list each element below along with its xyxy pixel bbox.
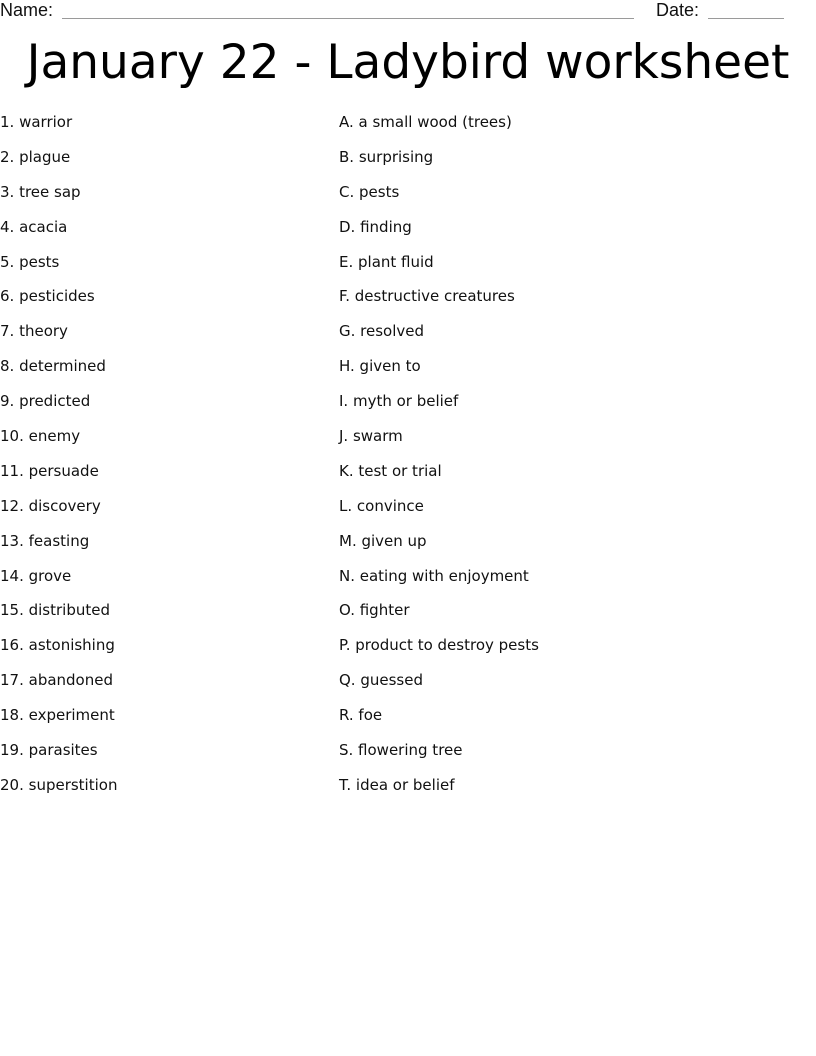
word-item: 6. pesticides <box>0 287 95 306</box>
definition-item: B. surprising <box>339 147 434 166</box>
definition-item: N. eating with enjoyment <box>339 566 529 585</box>
word-item: 13. feasting <box>0 531 90 550</box>
definition-item: C. pests <box>339 182 400 201</box>
word-item: 11. persuade <box>0 461 99 480</box>
date-label: Date: <box>656 0 700 20</box>
definition-item: Q. guessed <box>339 671 423 690</box>
word-item: 2. plague <box>0 147 71 166</box>
definition-item: S. flowering tree <box>339 741 463 760</box>
word-item: 7. theory <box>0 322 68 341</box>
definition-item: E. plant fluid <box>339 252 434 271</box>
header <box>0 0 816 22</box>
definition-list <box>339 111 799 809</box>
date-blank-line <box>708 18 784 19</box>
definition-item: F. destructive creatures <box>339 287 515 306</box>
word-item: 3. tree sap <box>0 182 81 201</box>
word-item: 19. parasites <box>0 741 98 760</box>
name-label: Name: <box>0 0 54 20</box>
definition-item: H. given to <box>339 357 421 376</box>
definition-item: G. resolved <box>339 322 425 341</box>
word-item: 18. experiment <box>0 706 115 725</box>
page-title: January 22 - Ladybird worksheet <box>26 35 790 90</box>
definition-item: J. swarm <box>339 427 403 446</box>
word-item: 20. superstition <box>0 775 118 794</box>
word-item: 16. astonishing <box>0 636 115 655</box>
word-list <box>0 111 320 809</box>
word-item: 14. grove <box>0 566 72 585</box>
word-item: 1. warrior <box>0 113 73 131</box>
word-item: 15. distributed <box>0 601 111 620</box>
definition-item: T. idea or belief <box>339 775 455 794</box>
definition-item: A. a small wood (trees) <box>339 113 512 131</box>
word-item: 10. enemy <box>0 427 81 446</box>
name-blank-line <box>62 18 634 19</box>
definition-item: M. given up <box>339 531 427 550</box>
definition-item: I. myth or belief <box>339 392 459 411</box>
definition-item: D. finding <box>339 217 412 236</box>
definition-item: L. convince <box>339 496 424 515</box>
definition-item: O. fighter <box>339 601 410 620</box>
word-item: 8. determined <box>0 357 106 376</box>
word-item: 5. pests <box>0 252 60 271</box>
definition-item: K. test or trial <box>339 461 442 480</box>
word-item: 12. discovery <box>0 496 101 515</box>
definition-item: P. product to destroy pests <box>339 636 539 655</box>
word-item: 17. abandoned <box>0 671 113 690</box>
word-item: 4. acacia <box>0 217 68 236</box>
definition-item: R. foe <box>339 706 383 725</box>
word-item: 9. predicted <box>0 392 91 411</box>
